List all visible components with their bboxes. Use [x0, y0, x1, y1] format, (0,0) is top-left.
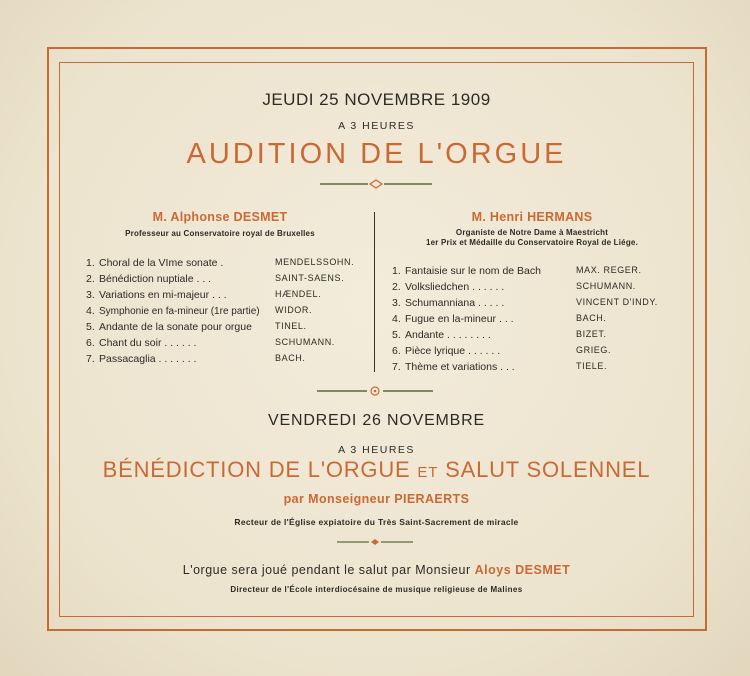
item-dots: . . . . . . — [465, 345, 501, 357]
item-composer: VINCENT D'INDY. — [576, 297, 658, 307]
list-item — [392, 279, 504, 295]
item-composer: WIDOR. — [275, 305, 313, 315]
item-dots: . . . — [193, 273, 212, 285]
list-item — [392, 327, 491, 343]
item-number: 2. — [86, 273, 95, 285]
item-piece: Variations en mi-majeur — [99, 289, 210, 301]
performer-right: M. Henri HERMANS — [471, 210, 593, 224]
ornament-divider-icon — [320, 179, 432, 189]
title-benediction-part2: SALUT SOLENNEL — [438, 457, 651, 482]
item-number: 3. — [392, 297, 401, 309]
item-composer: GRIEG. — [576, 345, 612, 355]
item-composer: SCHUMANN. — [275, 337, 335, 347]
performer-left: M. Alphonse DESMET — [152, 210, 288, 224]
item-piece: Chant du soir — [99, 337, 162, 349]
item-number: 7. — [392, 361, 401, 373]
organ-note-text: L'orgue sera joué pendant le salut par Monsieur — [182, 563, 475, 577]
item-dots: . — [217, 257, 224, 269]
list-item — [86, 255, 223, 271]
item-dots: . . . — [496, 313, 514, 325]
time-day1: A 3 HEURES — [338, 120, 415, 132]
performer-right-role-1: Organiste de Notre Dame à Maestricht — [455, 228, 609, 237]
officiant: par Monseigneur PIERAERTS — [283, 492, 470, 506]
list-item — [86, 319, 252, 335]
item-piece: Pièce lyrique — [405, 345, 466, 357]
list-item — [86, 335, 196, 351]
list-item — [86, 351, 196, 367]
ornament-divider-icon — [337, 538, 413, 546]
organ-note — [59, 563, 694, 577]
item-piece: Andante — [405, 329, 445, 341]
item-dots: . . . . . . . . — [444, 329, 491, 341]
item-piece: Symphonie en fa-mineur (1re partie) — [99, 306, 260, 317]
item-piece: Andante de la sonate pour orgue — [99, 321, 252, 333]
list-item — [392, 343, 500, 359]
item-composer: MAX. REGER. — [576, 265, 642, 275]
item-piece: Volksliedchen — [405, 281, 470, 293]
list-item — [86, 287, 227, 303]
title-benediction — [59, 457, 694, 483]
item-composer: HÆNDEL. — [275, 289, 322, 299]
list-item — [86, 303, 260, 319]
item-number: 2. — [392, 281, 401, 293]
item-number: 7. — [86, 353, 95, 365]
date-day2: VENDREDI 26 NOVEMBRE — [268, 412, 485, 429]
item-composer: SAINT-SAENS. — [275, 273, 345, 283]
item-dots: . . . — [497, 361, 515, 373]
item-composer: SCHUMANN. — [576, 281, 636, 291]
list-item — [392, 311, 514, 327]
list-item — [86, 271, 211, 287]
list-item — [392, 295, 504, 311]
title-benediction-part1: BÉNÉDICTION DE L'ORGUE — [102, 457, 418, 482]
date-day1: JEUDI 25 NOVEMBRE 1909 — [262, 90, 491, 109]
organist-role: Directeur de l'École interdiocésaine de musique religieuse de Malines — [230, 585, 523, 594]
item-number: 3. — [86, 289, 95, 301]
item-number: 4. — [392, 313, 401, 325]
item-dots: . . . . . . . — [155, 353, 197, 365]
title-audition: AUDITION DE L'ORGUE — [186, 138, 567, 170]
item-composer: TIELE. — [576, 361, 608, 371]
item-piece: Schumanniana — [405, 297, 476, 309]
item-number: 6. — [86, 337, 95, 349]
list-item — [392, 263, 541, 279]
ornament-divider-icon — [317, 385, 433, 397]
item-number: 4. — [86, 305, 95, 317]
performer-right-role-2: 1er Prix et Médaille du Conservatoire Royal de Liége. — [425, 238, 638, 247]
item-composer: BACH. — [275, 353, 306, 363]
item-piece: Bénédiction nuptiale — [99, 273, 194, 285]
item-dots: . . . . . — [475, 297, 505, 309]
item-composer: MENDELSSOHN. — [275, 257, 355, 267]
item-number: 1. — [86, 257, 95, 269]
item-number: 6. — [392, 345, 401, 357]
item-piece: Fantaisie sur le nom de Bach — [405, 265, 541, 277]
item-number: 5. — [86, 321, 95, 333]
item-piece: Choral de la VIme sonate — [99, 257, 218, 269]
item-composer: BACH. — [576, 313, 607, 323]
program-left — [86, 255, 376, 375]
title-benediction-et: ET — [417, 464, 439, 481]
time-day2: A 3 HEURES — [338, 444, 415, 456]
item-composer: BIZET. — [576, 329, 607, 339]
item-composer: TINEL. — [275, 321, 307, 331]
item-number: 5. — [392, 329, 401, 341]
program-right — [392, 263, 692, 383]
officiant-role: Recteur de l'Église expiatoire du Très Saint-Sacrement de miracle — [234, 517, 519, 527]
list-item — [392, 359, 515, 375]
item-dots: . . . — [209, 289, 227, 301]
item-piece: Fugue en la-mineur — [405, 313, 497, 325]
item-dots: . . . . . . — [161, 337, 197, 349]
item-number: 1. — [392, 265, 401, 277]
item-piece: Thème et variations — [405, 361, 498, 373]
item-piece: Passacaglia — [99, 353, 156, 365]
organist-name: Aloys DESMET — [474, 563, 571, 577]
performer-left-role: Professeur au Conservatoire royal de Bruxelles — [125, 229, 315, 238]
item-dots: . . . . . . — [469, 281, 505, 293]
